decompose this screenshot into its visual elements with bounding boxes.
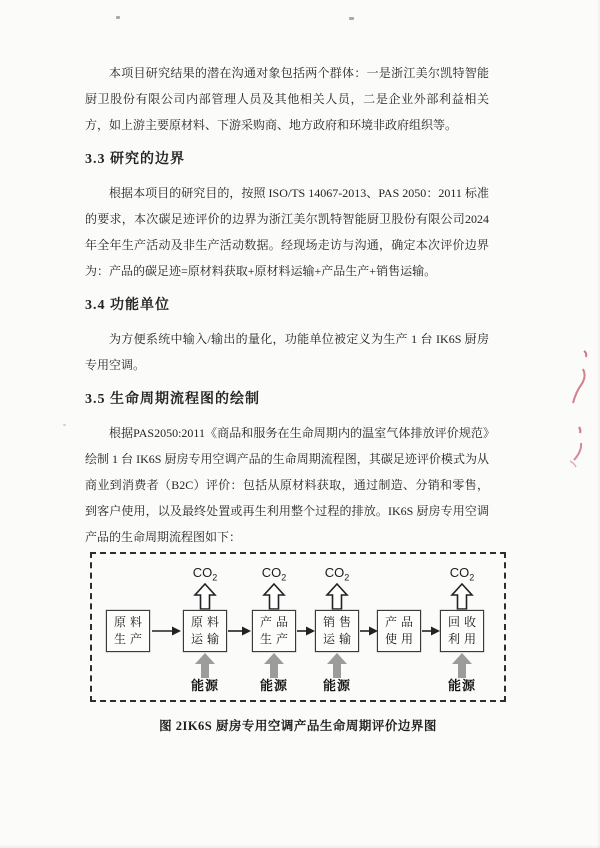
section-paragraph-functional-unit: 为方便系统中输入/输出的量化，功能单位被定义为生产 1 台 IK6S 厨房专用空调。 bbox=[85, 332, 489, 372]
energy-input-arrow-icon bbox=[193, 653, 217, 678]
stage-label: 原料 bbox=[113, 615, 146, 629]
stage-product-production bbox=[246, 564, 302, 700]
stage-box-recycling bbox=[440, 610, 484, 652]
scan-speck bbox=[349, 17, 354, 20]
stage-label: 原料 bbox=[190, 615, 223, 629]
co2-emission-arrow-icon bbox=[450, 583, 474, 610]
energy-input-arrow-icon bbox=[262, 653, 286, 678]
flow-arrow-icon bbox=[422, 626, 440, 636]
energy-label: 能源 bbox=[190, 678, 219, 693]
energy-label: 能源 bbox=[259, 678, 288, 693]
co2-emission-arrow-icon bbox=[193, 583, 217, 610]
section-paragraph-research-boundary: 根据本项目的研究目的，按照 ISO/TS 14067-2013、PAS 2050：2011 标准的要求，本次碳足迹评价的边界为浙江美尔凯特智能厨卫股份有限公司2024年全年生产活动及非生产活动数据。经现场走访与沟通，确定本次评价边界为：产品的碳足迹=原材料获取+原材料运输+产品生产+销售运输。 bbox=[85, 186, 489, 278]
stage-box-sales-transport bbox=[315, 610, 359, 652]
stage-label: 回收 bbox=[447, 615, 480, 629]
flow-arrow-icon bbox=[228, 626, 251, 636]
text-column bbox=[85, 60, 489, 550]
section-paragraph-lifecycle-flowchart: 根据PAS2050:2011《商品和服务在生命周期内的温室气体排放评价规范》绘制 1 台 IK6S 厨房专用空调产品的生命周期流程图，其碳足迹评价模式为从商业到消费者（B2C）评价：包括从原材料获取，通过制造、分销和零售，到客户使用，以及最终处置或再生利用整个过程的排放。IK6S 厨房专用空调产品的生命周期流程图如下： bbox=[85, 426, 489, 544]
intro-paragraph: 本项目研究结果的潜在沟通对象包括两个群体：一是浙江美尔凯特智能厨卫股份有限公司内部管理人员及其他相关人员，二是企业外部利益相关方，如上游主要原材料、下游采购商、地方政府和环境非政府组织等。 bbox=[85, 66, 489, 132]
stage-label: 产品 bbox=[259, 615, 292, 629]
energy-input-arrow-icon bbox=[450, 653, 474, 678]
flow-arrow-icon bbox=[297, 626, 315, 636]
stage-product-use bbox=[371, 564, 427, 700]
lifecycle-boundary-diagram bbox=[90, 552, 506, 702]
stage-label: 生产 bbox=[113, 632, 146, 646]
stage-box-raw-material-production bbox=[106, 610, 150, 652]
stage-label: 产品 bbox=[384, 615, 417, 629]
stage-label: 使用 bbox=[384, 632, 417, 646]
stage-label: 生产 bbox=[259, 632, 292, 646]
energy-input-arrow-icon bbox=[325, 653, 349, 678]
stage-recycling bbox=[434, 564, 490, 700]
figure-caption: 图 2IK6S 厨房专用空调产品生命周期评价边界图 bbox=[159, 719, 437, 733]
flow-arrow-icon bbox=[360, 626, 378, 636]
stage-raw-material-transport bbox=[177, 564, 233, 700]
stage-box-product-use bbox=[377, 610, 421, 652]
stage-label: 销售 bbox=[322, 615, 355, 629]
scan-speck bbox=[116, 16, 120, 19]
stage-label: 运输 bbox=[322, 632, 355, 646]
co2-label: $CO_2$ bbox=[192, 565, 218, 583]
stage-raw-material-production bbox=[100, 564, 156, 700]
co2-emission-arrow-icon bbox=[325, 583, 349, 610]
co2-label: $CO_2$ bbox=[261, 565, 287, 583]
co2-label: $CO_2$ bbox=[449, 565, 475, 583]
red-pen-mark bbox=[558, 335, 598, 477]
flow-arrow-icon bbox=[152, 626, 181, 636]
co2-label: $CO_2$ bbox=[324, 565, 350, 583]
co2-emission-arrow-icon bbox=[262, 583, 286, 610]
stage-sales-transport bbox=[309, 564, 365, 700]
section-heading-research-boundary: 3.3 研究的边界 bbox=[85, 152, 185, 167]
section-heading-functional-unit: 3.4 功能单位 bbox=[85, 298, 170, 313]
stage-box-raw-material-transport bbox=[183, 610, 227, 652]
energy-label: 能源 bbox=[322, 678, 351, 693]
stage-label: 利用 bbox=[447, 632, 480, 646]
stage-box-product-production bbox=[252, 610, 296, 652]
energy-label: 能源 bbox=[447, 678, 476, 693]
section-heading-lifecycle-flowchart: 3.5 生命周期流程图的绘制 bbox=[85, 392, 260, 407]
stage-label: 运输 bbox=[190, 632, 223, 646]
scan-speck bbox=[63, 424, 66, 426]
